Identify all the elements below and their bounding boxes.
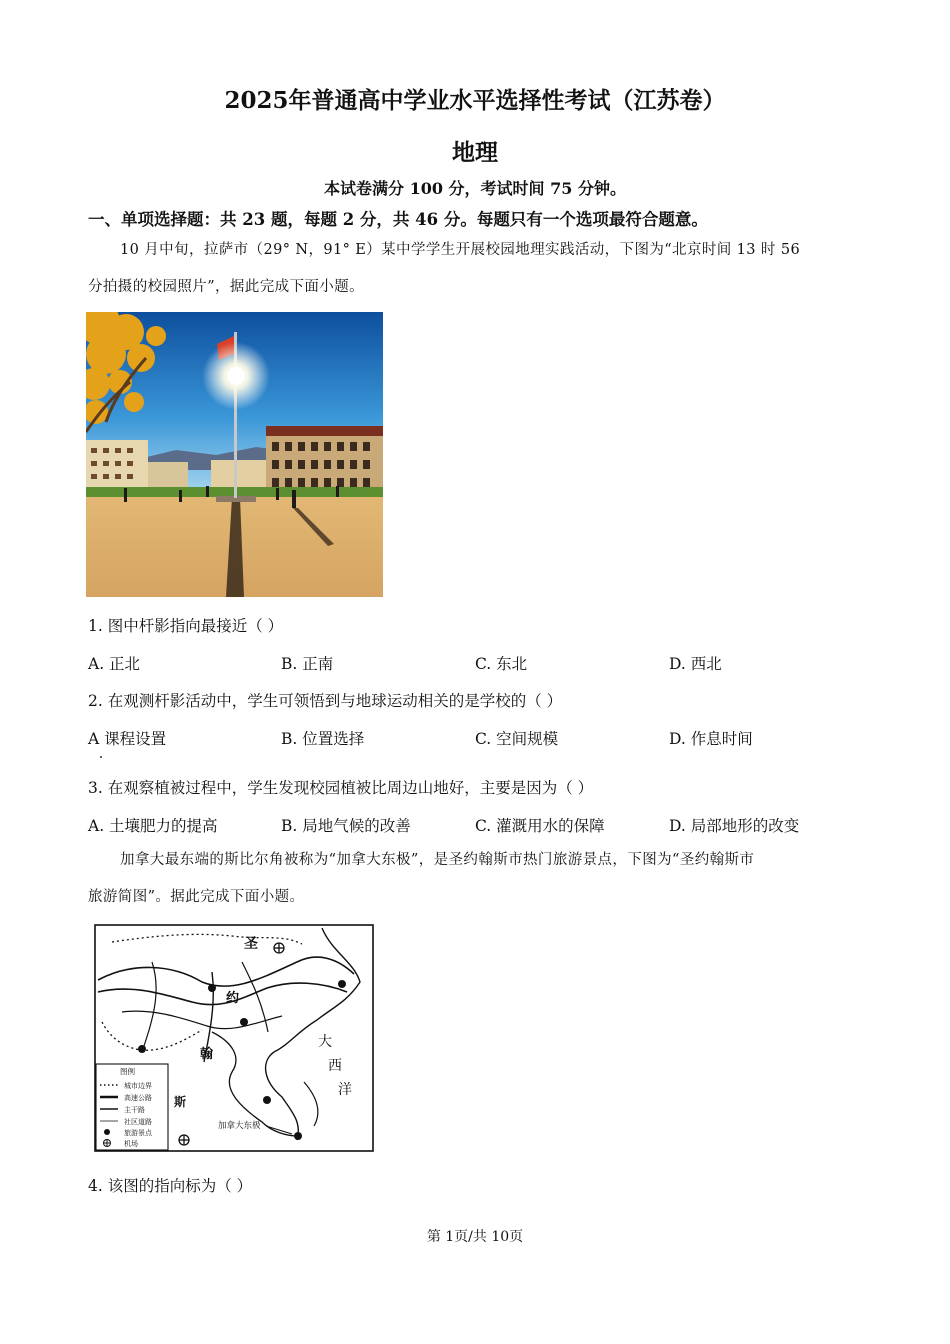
legend-title: 图例 <box>120 1067 135 1076</box>
question-1-option-c: C. 东北 <box>475 655 528 673</box>
question-2-option-b: B. 位置选择 <box>281 730 365 748</box>
legend-item-community-road: 社区道路 <box>124 1118 152 1126</box>
question-3-option-c: C. 灌溉用水的保障 <box>475 817 605 835</box>
legend-item-airport: 机场 <box>124 1140 138 1148</box>
question-3-stem: 3. 在观察植被过程中，学生发现校园植被比周边山地好，主要是因为（ ） <box>88 779 594 797</box>
question-1-option-b: B. 正南 <box>281 655 334 673</box>
map-label-sheng: 圣 <box>244 936 258 952</box>
question-3-option-b: B. 局地气候的改善 <box>281 817 411 835</box>
map-cape-label: 加拿大东极 <box>218 1121 261 1131</box>
passage2-line2: 旅游简图”。据此完成下面小题。 <box>88 889 305 905</box>
question-2-stem: 2. 在观测杆影活动中，学生可领悟到与地球运动相关的是学校的（ ） <box>88 692 563 710</box>
question-3-option-a: A. 土壤肥力的提高 <box>88 817 218 835</box>
stray-dot <box>100 756 102 758</box>
question-2-option-c: C. 空间规模 <box>475 730 559 748</box>
exam-title: 2025年普通高中学业水平选择性考试（江苏卷） <box>224 87 726 114</box>
subject-title: 地理 <box>452 139 498 166</box>
passage2-line1: 加拿大最东端的斯比尔角被称为“加拿大东极”，是圣约翰斯市热门旅游景点，下图为“圣约翰斯市 <box>120 852 755 868</box>
question-3-option-d: D. 局部地形的改变 <box>669 817 800 835</box>
map-label-si: 斯 <box>174 1095 187 1109</box>
question-4-stem: 4. 该图的指向标为（ ） <box>88 1177 253 1195</box>
tourism-map <box>92 922 376 1154</box>
question-1-stem: 1. 图中杆影指向最接近（ ） <box>88 617 284 635</box>
legend-item-scenic-spot: 旅游景点 <box>124 1129 152 1137</box>
legend-item-highway: 高速公路 <box>124 1094 152 1102</box>
map-label-han: 翰 <box>200 1047 214 1062</box>
map-label-xi: 西 <box>328 1058 342 1074</box>
question-1-option-a: A. 正北 <box>88 655 141 673</box>
passage1-line1: 10 月中旬，拉萨市（29° N，91° E）某中学学生开展校园地理实践活动，下图为“北京时间 13 时 56 <box>120 242 801 258</box>
passage1-line2: 分拍摄的校园照片”，据此完成下面小题。 <box>88 279 365 295</box>
map-label-da: 大 <box>318 1034 332 1050</box>
exam-note: 本试卷满分 100 分，考试时间 75 分钟。 <box>324 179 626 198</box>
question-1-option-d: D. 西北 <box>669 655 722 673</box>
map-label-yang: 洋 <box>338 1082 352 1098</box>
campus-photo <box>86 312 383 597</box>
legend-item-city-boundary: 城市边界 <box>124 1082 152 1090</box>
legend-item-main-road: 主干路 <box>124 1106 145 1114</box>
question-2-option-d: D. 作息时间 <box>669 730 753 748</box>
question-2-option-a: A 课程设置 <box>88 730 167 748</box>
page-footer: 第 1页/共 10页 <box>426 1229 524 1245</box>
map-label-yue: 约 <box>226 991 240 1006</box>
section-heading: 一、单项选择题：共 23 题，每题 2 分，共 46 分。每题只有一个选项最符合题意。 <box>88 210 708 229</box>
